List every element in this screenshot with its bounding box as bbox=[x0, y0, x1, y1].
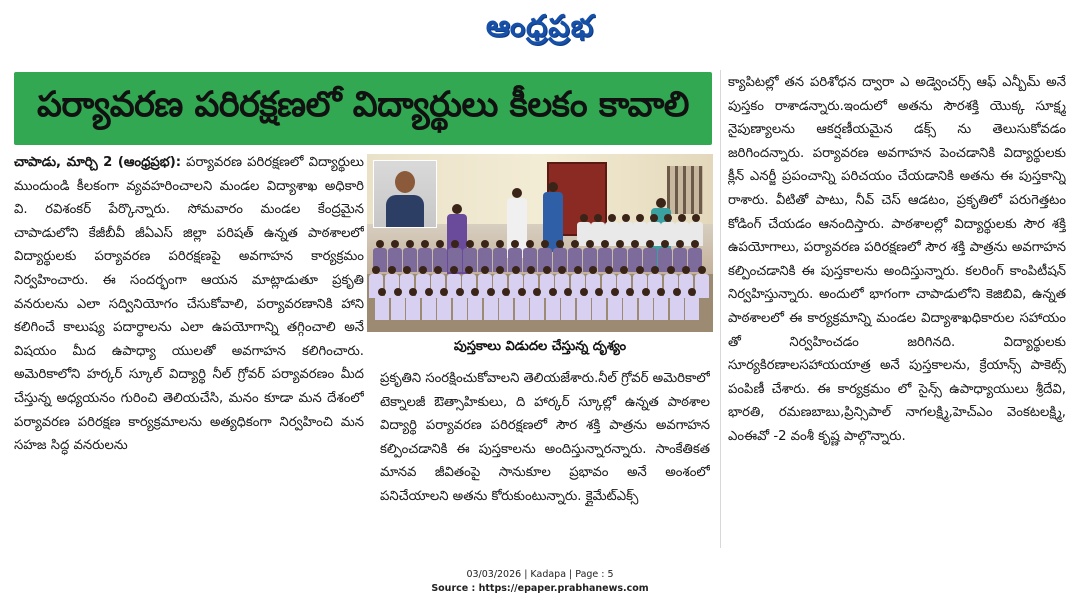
photo-student bbox=[654, 288, 668, 320]
photo-student bbox=[592, 288, 606, 320]
headline: పర్యావరణ పరిరక్షణలో విద్యార్థులు కీలకం కావాలి bbox=[37, 84, 689, 125]
photo-student bbox=[608, 288, 622, 320]
footer-meta: 03/03/2026 | Kadapa | Page : 5 bbox=[466, 569, 614, 580]
footer-source: Source : https://epaper.prabhanews.com bbox=[431, 583, 649, 594]
masthead-name: ఆంధ్రప్రభ bbox=[485, 9, 595, 44]
photo-window bbox=[667, 166, 703, 214]
photo-student bbox=[484, 288, 498, 320]
article-left-column bbox=[14, 151, 364, 543]
article-middle-column: ప్రకృతిని సంరక్షించుకోవాలని తెలియజేశారు.నీల్ గ్రోవర్ అమెరికాలో టెక్నాలజీ ఔత్సాహికులు, ది హార్కర్ స్కూల్లో ఉన్నత పాఠశాల విద్యార్థి పర్యావరణ పరిరక్షణలో సౌర శక్తి పాత్రను అవగాహన కల్పించడానికి ఈ పుస్తకాలను అందిస్తున్నారన్నారు. సాంకేతికత మానవ జీవితంపై సానుకూల ప్రభావం అనే అంశంలో పనిచేయాలని అతను కోరుకుంటున్నారు. క్లైమేట్ఎక్స్ bbox=[380, 371, 710, 504]
photo-caption: పుస్తకాలు విడుదల చేస్తున్న దృశ్యం bbox=[453, 339, 627, 354]
photo-student bbox=[639, 288, 653, 320]
article-photo bbox=[367, 154, 713, 332]
photo-student bbox=[530, 288, 544, 320]
headline-banner bbox=[14, 72, 712, 145]
photo-student bbox=[670, 288, 684, 320]
photo-student bbox=[422, 288, 436, 320]
photo-student bbox=[561, 288, 575, 320]
column-divider bbox=[720, 70, 721, 548]
photo-student bbox=[406, 288, 420, 320]
photo-student bbox=[375, 288, 389, 320]
photo-student bbox=[499, 288, 513, 320]
photo-student bbox=[468, 288, 482, 320]
article-right-column: క్యాపిటల్లో తన పరిశోధన ద్వారా ఎ అడ్వెంచర్స్ ఆఫ్ ఎన్బీమ్ అనే పుస్తకం రాశాడన్నారు.ఇందులో అతను సౌరశక్తి యొక్క సూక్ష్మ నైపుణ్యాలను ఆకర్షణీయమైన డక్స్ ను తెలుసుకోవడం జరిగిందన్నారు. పర్యావరణ అవగాహన పెంచడానికి విద్యార్థులకు క్లీన్ ఎనర్జీ ప్రపంచాన్ని పరిచయం చేయడానికి అతను ఈ పుస్తకాన్ని రాశారు. వీటితో పాటు, నీవ్ చెస్ ఆడటం, ప్రకృతిలో పరుగెత్తటం కోడింగ్ చేయడం ఆనందిస్తారు. పాఠశాలల్లో విద్యార్థులకు సౌర శక్తి ఉపయోగాలు, పర్యావరణ పరిరక్షణలో సౌర శక్తి పాత్రను అవగాహన కల్పించడానికి ఈ పుస్తకాలను అందిస్తున్నారు. కలరింగ్ కాంపిటీషన్ నిర్వహిస్తున్నారు. అందులో భాగంగా చాపాడులోని కెజిబివి, ఉన్నత పాఠశాలలో ఈ కార్యక్రమాన్ని మండల విద్యాశాఖధికారుల సహాయం తో నిర్వహించడం జరిగినది. విద్యార్థులకు సూర్యకిరణాలసహాయయాత్ర అనే పుస్తకాలను, క్రేయాన్స్ పాకెట్స్ పంపిణీ చేశారు. ఈ కార్యక్రమం లో సైన్స్ ఉపాధ్యాయులు శ్రీదేవి, భారతి, రమణబాబు,ప్రిన్సిపాల్ నాగలక్ష్మి,హెచ్ఎం వెంకటలక్ష్మి, ఎంఈవో -2 వంశీ కృష్ణ పాల్గొన్నారు. bbox=[728, 75, 1066, 444]
photo-student bbox=[437, 288, 451, 320]
photo-student bbox=[577, 288, 591, 320]
photo-student bbox=[453, 288, 467, 320]
masthead-logo bbox=[455, 6, 625, 54]
page-footer bbox=[0, 568, 1080, 596]
dateline: చాపాడు, మార్చి 2 (ఆంధ్రప్రభ): bbox=[14, 155, 181, 170]
photo-student bbox=[515, 288, 529, 320]
photo-student bbox=[546, 288, 560, 320]
photo-student bbox=[685, 288, 699, 320]
left-column-text: పర్యావరణ పరిరక్షణలో విద్యార్థులు ముందుండి కీలకంగా వ్యవహరించాలని మండల విద్యాశాఖ అధికారి వి. రవిశంకర్ పేర్కొన్నారు. సోమవారం మండల కేంద్రమైన చాపాడులోని కేజీబీవీ జీఏఎస్ జిల్లా పరిషత్ ఉన్నత పాఠశాలలో విద్యార్థులకు పర్యావరణ పరిరక్షణపై అవగాహన కార్యక్రమం నిర్వహించారు. ఈ సందర్భంగా ఆయన మాట్లాడుతూ ప్రకృతి వనరులను ఎలా సద్వినియోగం చేసుకోవాలి, పర్యావరణానికి హాని కలిగించే కాలుష్య పదార్థాలను ఎలా ఉపయోగాన్ని తగ్గించాలి అనే విషయం మీద ఉపాధ్యా యులతో అవగాహన కలిగించారు. అమెరికాలోని హర్కర్ స్కూల్ విద్యార్థి నీల్ గ్రోవర్ పర్యావరణం మీద చేస్తున్న అధ్యయనం గురించి తెలియచేసి, మనం కూడా మన దేశంలో పర్యావరణ పరిరక్షణ కార్యక్రమాలను అత్యధికంగా నిర్వహించి మన సహజ సిద్ధ వనరులను bbox=[14, 155, 364, 454]
photo-student bbox=[623, 288, 637, 320]
photo-inset-portrait bbox=[373, 160, 437, 228]
photo-student bbox=[391, 288, 405, 320]
